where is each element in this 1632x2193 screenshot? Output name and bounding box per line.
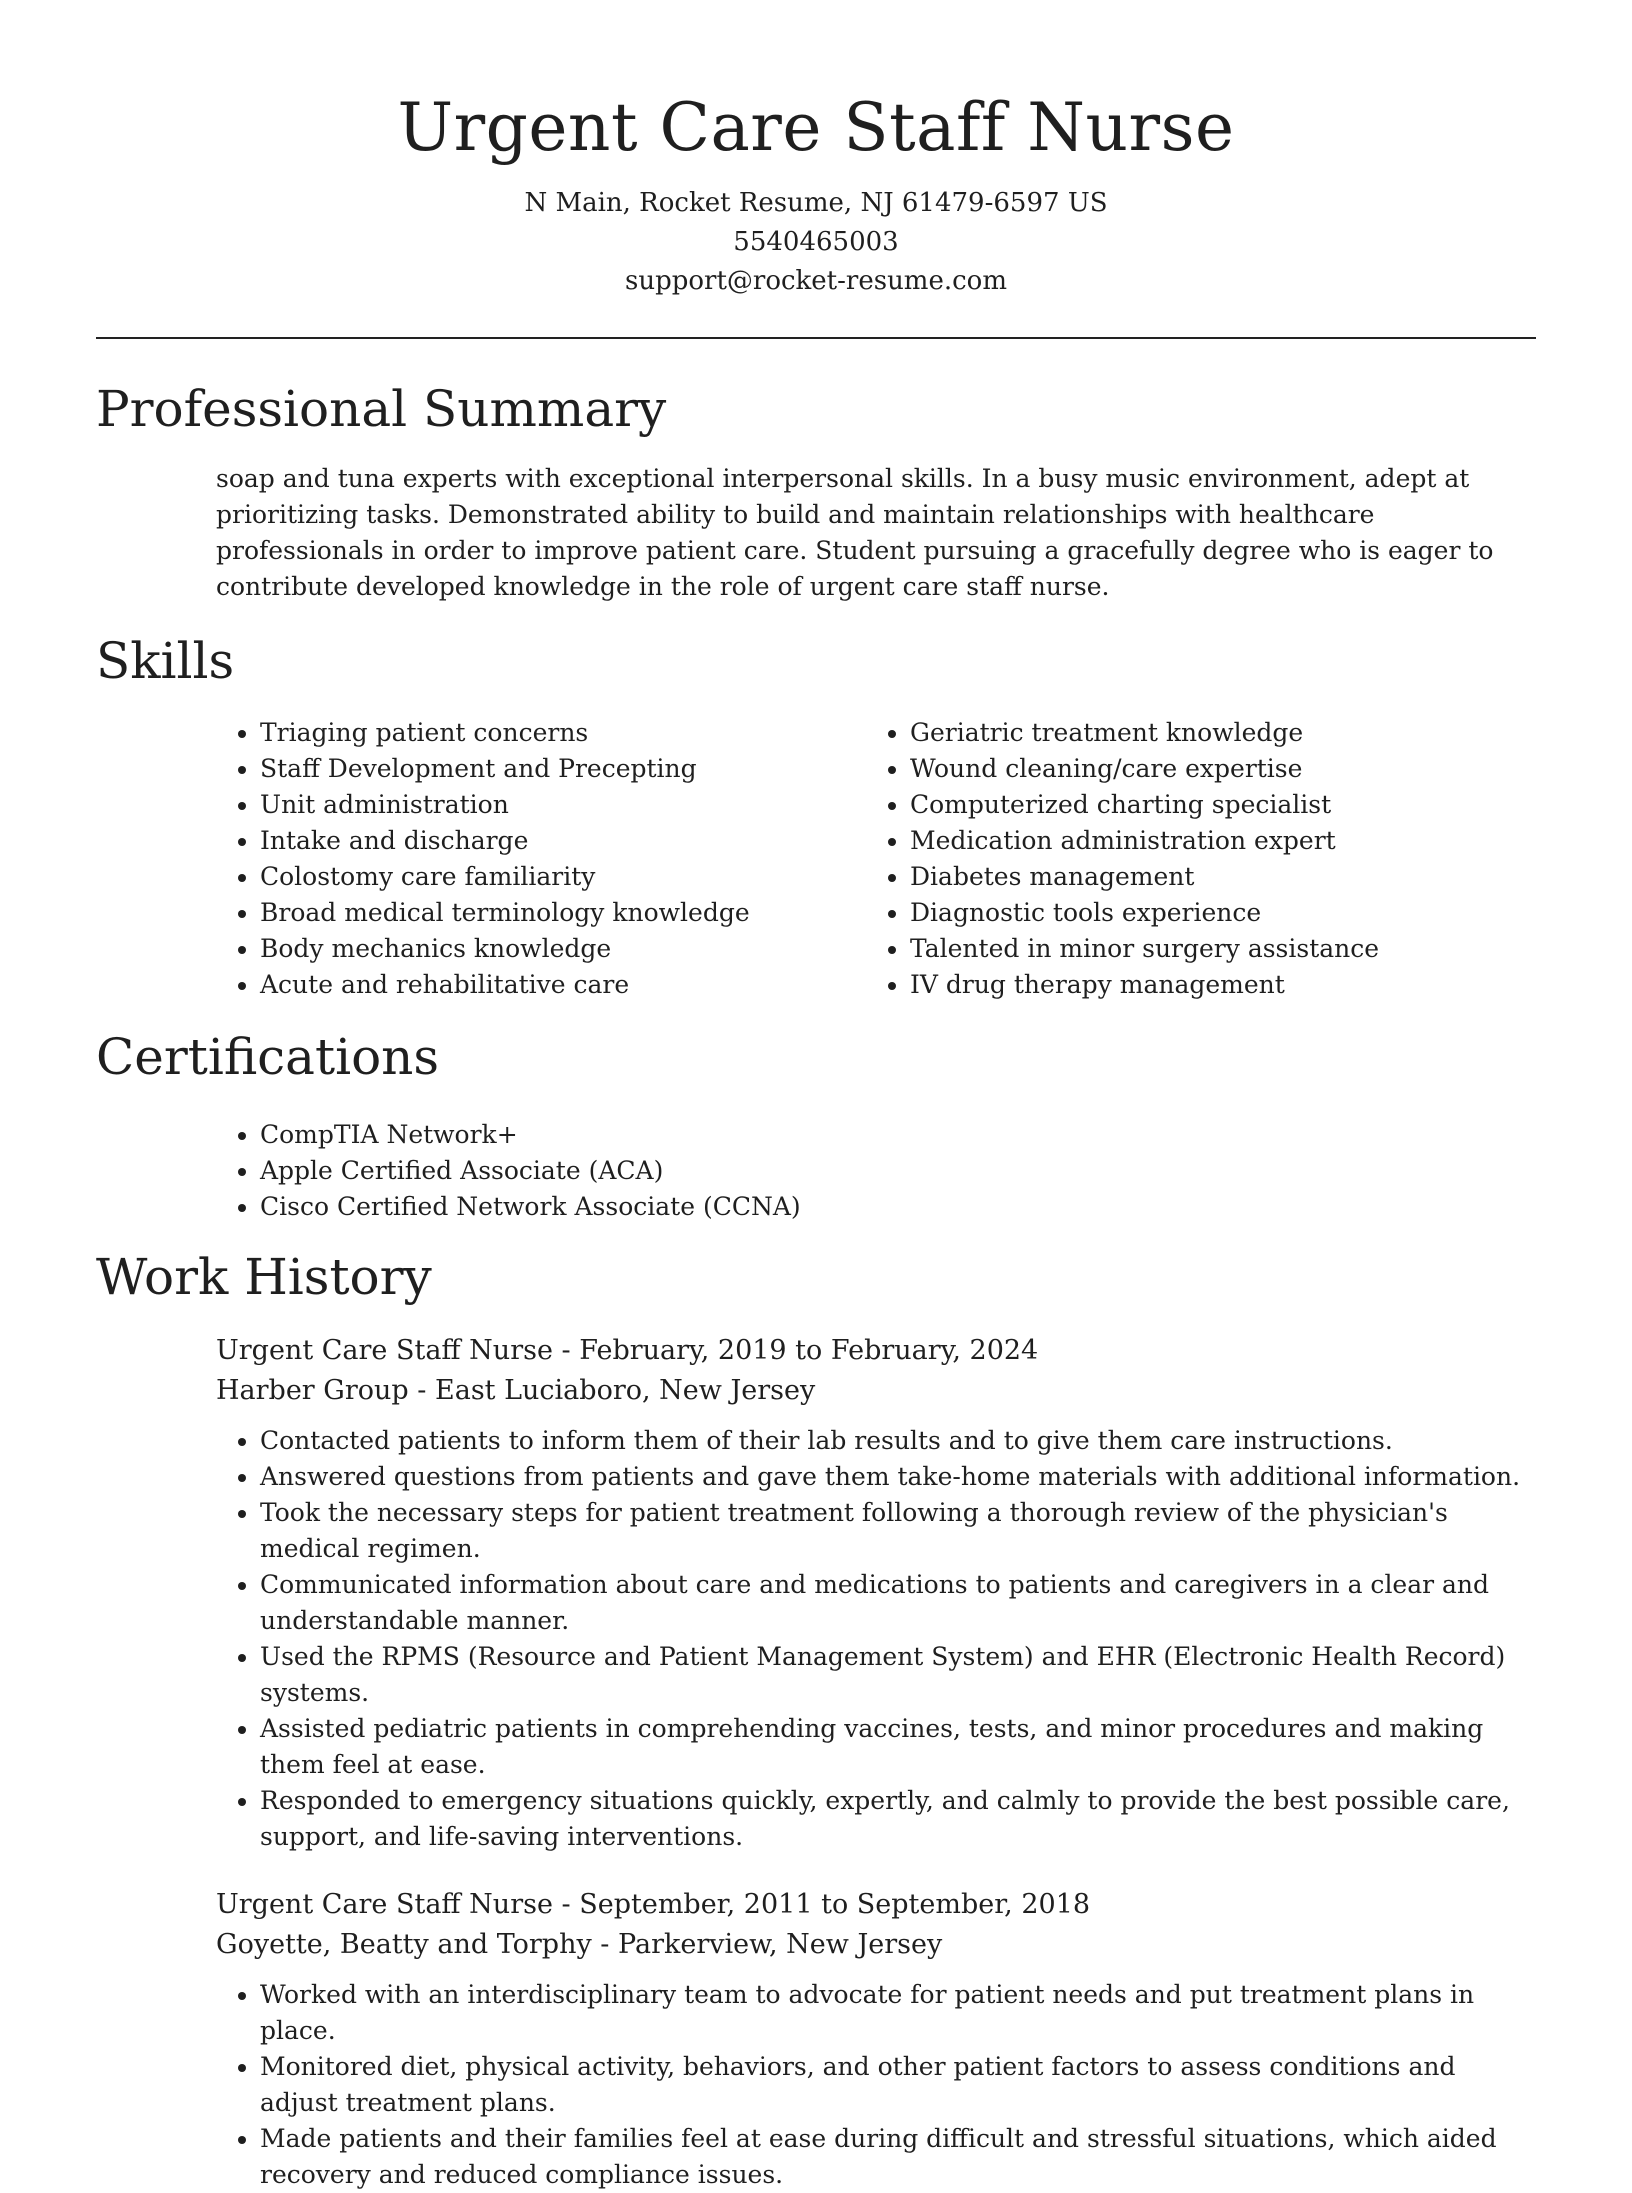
summary-heading: Professional Summary (96, 380, 667, 438)
job-company: Goyette, Beatty and Torphy (216, 1929, 592, 1960)
job-role: Urgent Care Staff Nurse (216, 1335, 553, 1366)
job-entry (96, 1885, 1536, 2193)
skill-item: • IV drug therapy management (910, 967, 1516, 1003)
job-location: Parkerview, New Jersey (618, 1929, 943, 1960)
certifications-block (96, 1117, 1536, 1225)
job-title-line: Urgent Care Staff Nurse - September, 2011 to September, 2018 (216, 1889, 1091, 1920)
certifications-heading: Certifications (96, 1028, 440, 1086)
job-bullet: • Used the RPMS (Resource and Patient Management System) and EHR (Electronic Health Record) systems. (260, 1639, 1536, 1711)
job-bullet: • Answered questions from patients and gave them take-home materials with additional information. (260, 1459, 1536, 1495)
contact-address: N Main, Rocket Resume, NJ 61479-6597 US (524, 188, 1108, 218)
contact-phone: 5540465003 (733, 227, 899, 257)
certification-item: • Cisco Certified Network Associate (CCNA) (260, 1189, 1536, 1225)
job-dates: February, 2019 to February, 2024 (579, 1335, 1039, 1366)
header-divider (96, 337, 1536, 339)
certification-item: • CompTIA Network+ (260, 1117, 1536, 1153)
job-company: Harber Group (216, 1375, 409, 1406)
skills-list-right (866, 715, 1516, 1003)
skill-item: • Medication administration expert (910, 823, 1516, 859)
job-header (216, 1885, 1536, 1965)
certifications-list (216, 1117, 1536, 1225)
skill-item: • Triaging patient concerns (260, 715, 866, 751)
skill-item: • Staff Development and Precepting (260, 751, 866, 787)
skill-item: • Talented in minor surgery assistance (910, 931, 1516, 967)
skills-columns (96, 715, 1536, 1003)
skills-column-right (866, 715, 1516, 1003)
job-role: Urgent Care Staff Nurse (216, 1889, 553, 1920)
resume-name: Urgent Care Staff Nurse (397, 89, 1235, 166)
skill-item: • Acute and rehabilitative care (260, 967, 866, 1003)
job-entry (96, 1331, 1536, 1855)
job-bullet: • Contacted patients to inform them of their lab results and to give them care instructions. (260, 1423, 1536, 1459)
job-bullet: • Communicated information about care and medications to patients and caregivers in a clear and understandable manner. (260, 1567, 1536, 1639)
job-bullets (216, 1977, 1536, 2193)
skill-item: • Colostomy care familiarity (260, 859, 866, 895)
job-dates: September, 2011 to September, 2018 (579, 1889, 1091, 1920)
job-bullet: • Assisted pediatric patients in comprehending vaccines, tests, and minor procedures and making them feel at ease. (260, 1711, 1536, 1783)
job-location: East Luciaboro, New Jersey (435, 1375, 816, 1406)
work-history-heading: Work History (96, 1248, 432, 1306)
skills-list-left (216, 715, 866, 1003)
skill-item: • Unit administration (260, 787, 866, 823)
skill-item: • Intake and discharge (260, 823, 866, 859)
job-bullet: • Took the necessary steps for patient treatment following a thorough review of the physician's medical regimen. (260, 1495, 1536, 1567)
skill-item: • Body mechanics knowledge (260, 931, 866, 967)
contact-email: support@rocket-resume.com (624, 266, 1007, 296)
job-company-line: Goyette, Beatty and Torphy - Parkerview, New Jersey (216, 1929, 943, 1960)
skill-item: • Wound cleaning/care expertise (910, 751, 1516, 787)
skill-item: • Diagnostic tools experience (910, 895, 1516, 931)
skill-item: • Broad medical terminology knowledge (260, 895, 866, 931)
job-bullet: • Responded to emergency situations quickly, expertly, and calmly to provide the best possible care, support, and life-saving interventions. (260, 1783, 1536, 1855)
job-bullet: • Monitored diet, physical activity, behaviors, and other patient factors to assess conditions and adjust treatment plans. (260, 2049, 1536, 2121)
contact-block (96, 184, 1536, 301)
summary-text: soap and tuna experts with exceptional interpersonal skills. In a busy music environment, adept at prioritizing tasks. Demonstrated ability to build and maintain relationships with healthcare professionals in order to improve patient care. Student pursuing a gracefully degree who is eager to contribute developed knowledge in the role of urgent care staff nurse. (216, 464, 1494, 601)
skill-item: • Geriatric treatment knowledge (910, 715, 1516, 751)
job-bullet: • Made patients and their families feel at ease during difficult and stressful situations, which aided recovery and reduced compliance issues. (260, 2121, 1536, 2193)
certification-item: • Apple Certified Associate (ACA) (260, 1153, 1536, 1189)
job-header (216, 1331, 1536, 1411)
job-company-line: Harber Group - East Luciaboro, New Jersey (216, 1375, 816, 1406)
job-bullet: • Worked with an interdisciplinary team to advocate for patient needs and put treatment plans in place. (260, 1977, 1536, 2049)
skills-heading: Skills (96, 632, 235, 690)
skills-column-left (216, 715, 866, 1003)
skill-item: • Computerized charting specialist (910, 787, 1516, 823)
job-bullets (216, 1423, 1536, 1855)
job-title-line: Urgent Care Staff Nurse - February, 2019 to February, 2024 (216, 1335, 1039, 1366)
skill-item: • Diabetes management (910, 859, 1516, 895)
